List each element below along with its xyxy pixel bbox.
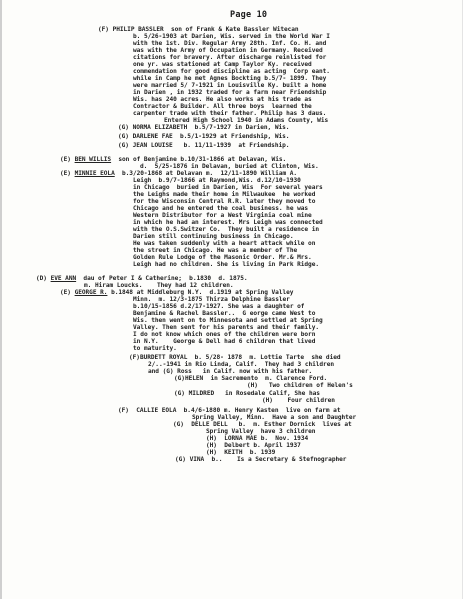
- text-line: d. 5/25-1876 in Delavan, buried at Clinton, Wis.: [140, 163, 319, 170]
- text-line: m. Hiram Loucks. They had 12 children.: [84, 282, 234, 289]
- person-name: BEN WILLIS: [74, 156, 112, 163]
- text-line: He was taken suddenly with a heart attack while on: [133, 240, 316, 247]
- text-line: Leigh b.9/7-1866 at Raymond,Wis. d.12/10-1930: [133, 177, 301, 184]
- text-line: the Leighs made their home in Milwaukee he worked: [133, 191, 316, 198]
- text-line: for the Wisconsin Central R.R. later they moved to: [133, 198, 316, 205]
- text-line: Golden Rule Lodge of the Masonic Order. Mr.& Mrs.: [133, 254, 312, 261]
- text-line: (D) EVE ANN dau of Peter I & Catherine; b.1830 d. 1875.: [36, 275, 248, 282]
- text-line: carpenter trade with their father. Philip has 3 daus.: [133, 110, 327, 117]
- text-line: while in Camp he met Agnes Bockting b.5/7- 1899. They: [133, 75, 327, 82]
- text-line: Wis. has 240 acres. He also works at his trade as: [133, 96, 312, 103]
- text-line: Western Distributor for a West Virginia coal mine: [133, 212, 312, 219]
- text-line: in Chicago buried in Darien, Wis For several years: [133, 184, 323, 191]
- text-line: to maturity.: [133, 345, 177, 352]
- text-line: (G) VINA b.. Is a Secretary & Stefnographer: [175, 456, 347, 463]
- text-line: (G) DELLE DELL b. m. Esther Dornick lives at: [173, 421, 352, 428]
- text-line: (F)BURDETT ROYAL b. 5/28- 1878 m. Lottie Tarte she died: [129, 354, 341, 361]
- text-line: (F) CALLIE EOLA b.4/6-1880 m. Henry Kasten live on farm at: [118, 407, 341, 414]
- text-line: (G) JEAN LOUISE b. 11/11-1939 at Friendship.: [118, 142, 290, 149]
- text-line: (G) NORMA ELIZABETH b.5/7-1927 in Darien, Wis.: [118, 124, 290, 131]
- page-number: Page 10: [230, 10, 268, 20]
- text-line: was with the Army of Occupation in Germany. Received: [133, 47, 323, 54]
- text-line: the street in Chicago. He was a member of The: [133, 247, 298, 254]
- text-line: (G) MILDRED in Rosedale Calif, She has: [174, 390, 320, 397]
- text-line: and (G) Ross in Calif. now with his father.: [148, 368, 313, 375]
- text-line: (G)HELEN in Sacremento m. Clarence Ford.: [174, 375, 328, 382]
- text-line: 2/..-1941 in Rio Linda, Calif. They had 3 children: [148, 361, 334, 368]
- text-line: Chicago and he entered the coal business. he was: [133, 205, 309, 212]
- text-line: in Darien , in 1932 traded for a farm near Friendship: [133, 89, 327, 96]
- text-line: b.10/15-1856 d.2/17-1927. She was a daughter of: [133, 303, 305, 310]
- text-line: Spring Valley have 3 children: [206, 428, 316, 435]
- person-name: EVE ANN: [50, 275, 77, 282]
- text-line: (H) Delbert b. April 1937: [206, 442, 301, 449]
- text-line: with the O.S.Switzer Co. They built a residence in: [133, 226, 319, 233]
- text-line: (E) MINNIE EOLA b.3/20-1868 at Delavan m. 12/11-1890 William A.: [60, 170, 298, 177]
- text-line: (H) LORNA MAE b. Nov. 1934: [206, 435, 309, 442]
- text-line: Entered High School 1940 in Adams County, Wis: [164, 117, 329, 124]
- person-name: MINNIE EOLA: [74, 170, 115, 177]
- text-line: Spring Valley, Minn. Have a son and Daughter: [192, 414, 357, 421]
- text-line: in N.Y. George & Dell had 6 children that lived: [133, 338, 316, 345]
- text-line: Darien still continuing business in Chicago.: [133, 233, 294, 240]
- text-line: Minn. m. 12/3-1875 Thirza Delphine Bassler: [133, 296, 290, 303]
- text-line: were married 5/ 7-1921 in Louisville Ky. built a home: [133, 82, 327, 89]
- text-line: (E) GEORGE R. b.1848 at Middleburg N.Y. d.1919 at Spring Valley: [60, 289, 294, 296]
- text-line: b. 5/26-1903 at Darien, Wis. served in the World War I: [133, 33, 330, 40]
- text-line: Contractor & Builder. All three boys learned the: [133, 103, 312, 110]
- text-line: (H) KEITH b. 1939: [206, 449, 276, 456]
- person-name: GEORGE R.: [74, 289, 108, 296]
- text-line: (H) Four children: [262, 397, 335, 404]
- text-line: commendation for good discipline as acting Corp eant.: [133, 68, 330, 75]
- text-line: (E) BEN WILLIS son of Benjamine b.10/31-1866 at Delavan, Wis.: [60, 156, 287, 163]
- text-line: in which he had an interest. Mrs Leigh was connected: [133, 219, 323, 226]
- text-line: with the 1st. Div. Regular Army 28th. Inf. Co. H. and: [133, 40, 327, 47]
- text-line: Valley. Then sent for his parents and their family.: [133, 324, 319, 331]
- text-line: citations for bravery. After discharge reinlisted for: [133, 54, 327, 61]
- text-line: Leigh had no children. She is living in Park Ridge.: [133, 261, 319, 268]
- text-line: one yr. was stationed at Camp Taylor Ky. received: [133, 61, 312, 68]
- text-line: Wis. then went on to Minnesota and settled at Spring: [133, 317, 323, 324]
- text-line: (H) Two children of Helen's: [247, 382, 353, 389]
- text-line: (F) PHILIP BASSLER son of Frank & Kate Bassler Witecan: [98, 26, 299, 33]
- text-line: Benjamine & Rachel Bassler.. G eorge came West to: [133, 310, 316, 317]
- text-line: (G) DARLENE FAE b.5/1-1929 at Friendship, Wis.: [118, 133, 290, 140]
- text-line: I do not know which ones of the children were born: [133, 331, 316, 338]
